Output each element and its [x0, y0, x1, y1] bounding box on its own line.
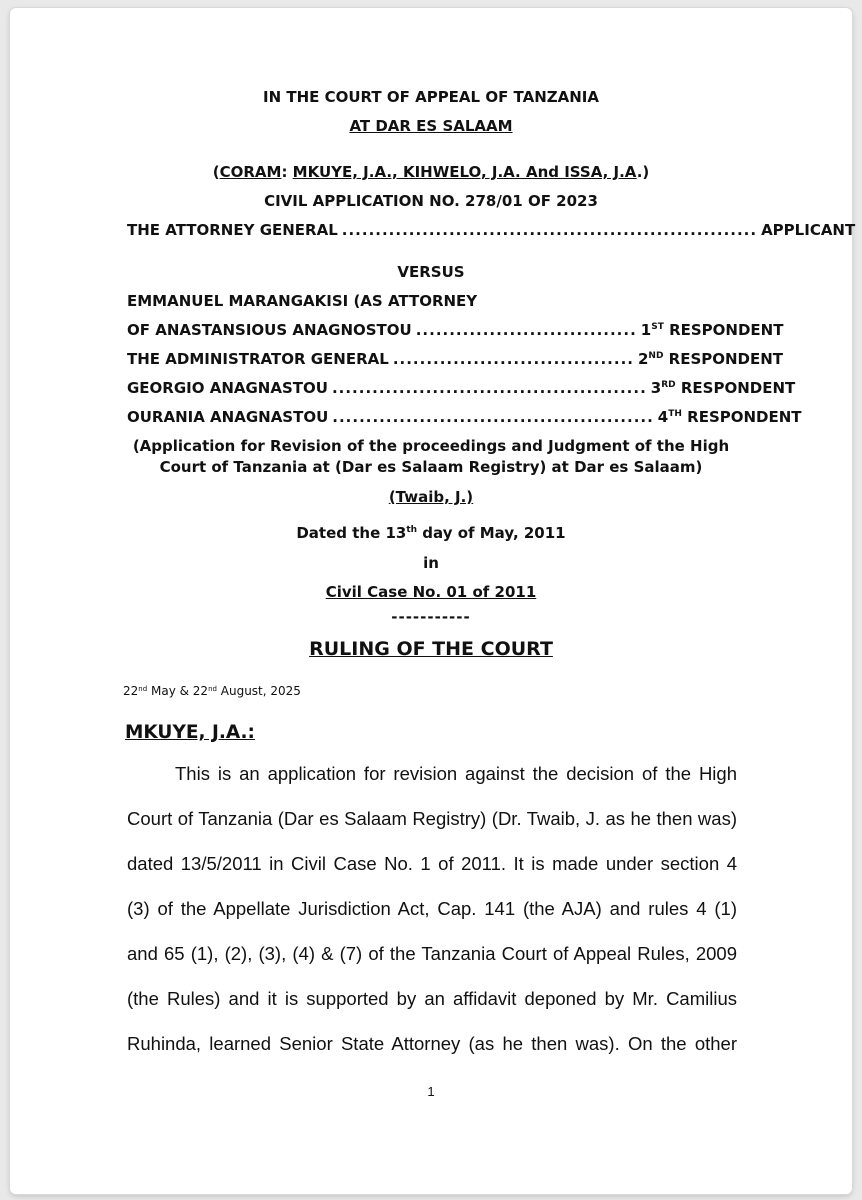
- respondent-4-name: OURANIA ANAGNASTOU: [127, 408, 329, 426]
- respondent-1-name: OF ANASTANSIOUS ANAGNOSTOU: [127, 321, 412, 339]
- dated-line: Dated the 13th day of May, 2011: [296, 524, 566, 542]
- party-respondent-1: [127, 321, 784, 339]
- ruling-title: RULING OF THE COURT: [309, 638, 553, 660]
- court-title: IN THE COURT OF APPEAL OF TANZANIA: [262, 88, 599, 106]
- coram-judges: MKUYE, J.A., KIHWELO, J.A. And ISSA, J.A: [292, 163, 637, 181]
- body-line: This is an application for revision against the decision of the High: [175, 763, 737, 784]
- coram-open: (: [212, 163, 220, 181]
- origin-line-1: (Application for Revision of the proceedings and Judgment of the High: [132, 437, 730, 455]
- leader-dots: ....................................: [392, 350, 634, 368]
- respondent-3-name: GEORGIO ANAGNASTOU: [127, 379, 328, 397]
- versus-label: VERSUS: [397, 263, 465, 281]
- coram-close: .): [636, 163, 650, 181]
- separator-dashes: -----------: [391, 608, 471, 626]
- party-respondent-3: [127, 379, 796, 397]
- civil-case: Civil Case No. 01 of 2011: [325, 583, 537, 601]
- respondent-3-role: 3RD RESPONDENT: [650, 379, 796, 397]
- applicant-name: THE ATTORNEY GENERAL: [127, 221, 338, 239]
- party-applicant: [127, 221, 856, 239]
- party-respondent-4: [127, 408, 802, 426]
- body-line: dated 13/5/2011 in Civil Case No. 1 of 2011. It is made under section 4: [127, 853, 737, 874]
- body-line: Court of Tanzania (Dar es Salaam Registry) (Dr. Twaib, J. as he then was): [127, 808, 737, 829]
- origin-judge: (Twaib, J.): [388, 488, 474, 506]
- leader-dots: ................................................: [332, 408, 654, 426]
- application-number: CIVIL APPLICATION NO. 278/01 OF 2023: [264, 192, 598, 210]
- body-line: (3) of the Appellate Jurisdiction Act, Cap. 141 (the AJA) and rules 4 (1): [127, 898, 737, 919]
- leader-dots: .................................: [415, 321, 637, 339]
- origin-line-2: Court of Tanzania at (Dar es Salaam Registry) at Dar es Salaam): [159, 458, 703, 476]
- respondent-2-role: 2ND RESPONDENT: [637, 350, 784, 368]
- coram-sep: :: [281, 163, 293, 181]
- coram-line: [10, 163, 852, 181]
- in-label: in: [423, 554, 439, 572]
- respondent-4-role: 4TH RESPONDENT: [657, 408, 802, 426]
- respondent-1-role: 1ST RESPONDENT: [640, 321, 784, 339]
- coram-label: CORAM: [219, 163, 282, 181]
- party-respondent-2: [127, 350, 784, 368]
- applicant-role: APPLICANT: [761, 221, 856, 239]
- respondent-1-line1: EMMANUEL MARANGAKISI (AS ATTORNEY: [127, 292, 478, 310]
- body-line: and 65 (1), (2), (3), (4) & (7) of the Tanzania Court of Appeal Rules, 2009: [127, 943, 737, 964]
- respondent-2-name: THE ADMINISTRATOR GENERAL: [127, 350, 389, 368]
- body-line: (the Rules) and it is supported by an affidavit deponed by Mr. Camilius: [127, 988, 737, 1009]
- leader-dots: ...............................................: [331, 379, 647, 397]
- ruling-author: MKUYE, J.A.:: [125, 722, 255, 743]
- court-location: AT DAR ES SALAAM: [349, 117, 513, 135]
- document-page: [10, 8, 856, 1194]
- ruling-dates: 22nd May & 22nd August, 2025: [123, 684, 301, 698]
- page-number: 1: [427, 1084, 435, 1099]
- body-line: Ruhinda, learned Senior State Attorney (as he then was). On the other: [127, 1033, 737, 1054]
- leader-dots: ..............................................................: [341, 221, 758, 239]
